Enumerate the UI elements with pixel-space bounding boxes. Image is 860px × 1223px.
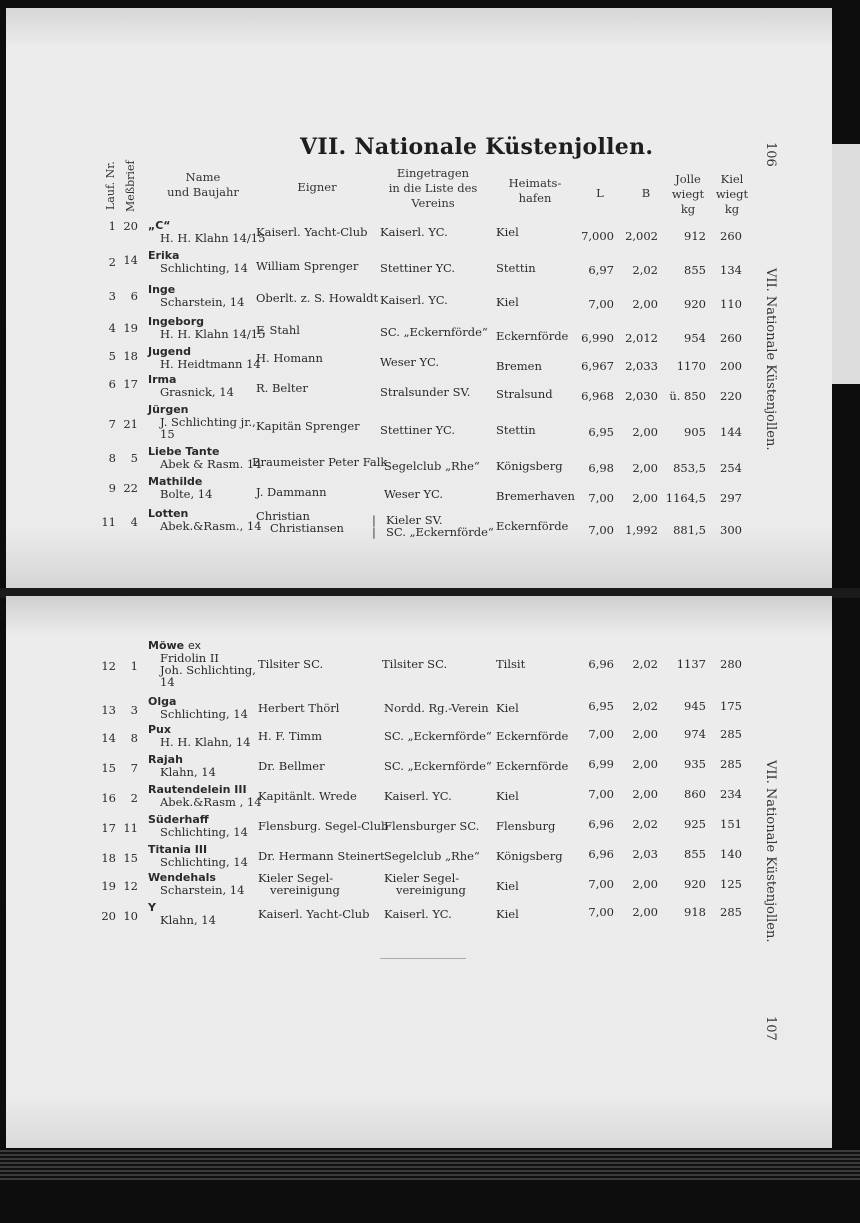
header-name: Name und Baujahr (167, 170, 239, 199)
running-head-bottom: VII. Nationale Küstenjollen. (763, 760, 778, 943)
end-rule (380, 958, 466, 959)
page-number-107: 107 (763, 1016, 778, 1041)
header-kiel: Kiel wiegt kg (715, 172, 749, 216)
page-edges (0, 1150, 860, 1180)
header-l: L (596, 186, 604, 200)
header-eigner: Eigner (297, 180, 337, 194)
header-lauf-nr: Lauf. Nr. (104, 161, 117, 210)
header-heimatshafen: Heimats- hafen (508, 176, 562, 205)
brace-left: | (372, 513, 376, 527)
header-verein: Eingetragen in die Liste des Vereins (388, 166, 478, 210)
header-jolle: Jolle wiegt kg (671, 172, 705, 216)
page-edge-tab (832, 144, 860, 384)
page-number-106: 106 (763, 142, 778, 167)
running-head-top: VII. Nationale Küstenjollen. (763, 268, 778, 451)
header-messbrief: Meßbrief (124, 160, 137, 212)
header-b: B (641, 186, 651, 200)
page-title: VII. Nationale Küstenjollen. (300, 134, 654, 160)
